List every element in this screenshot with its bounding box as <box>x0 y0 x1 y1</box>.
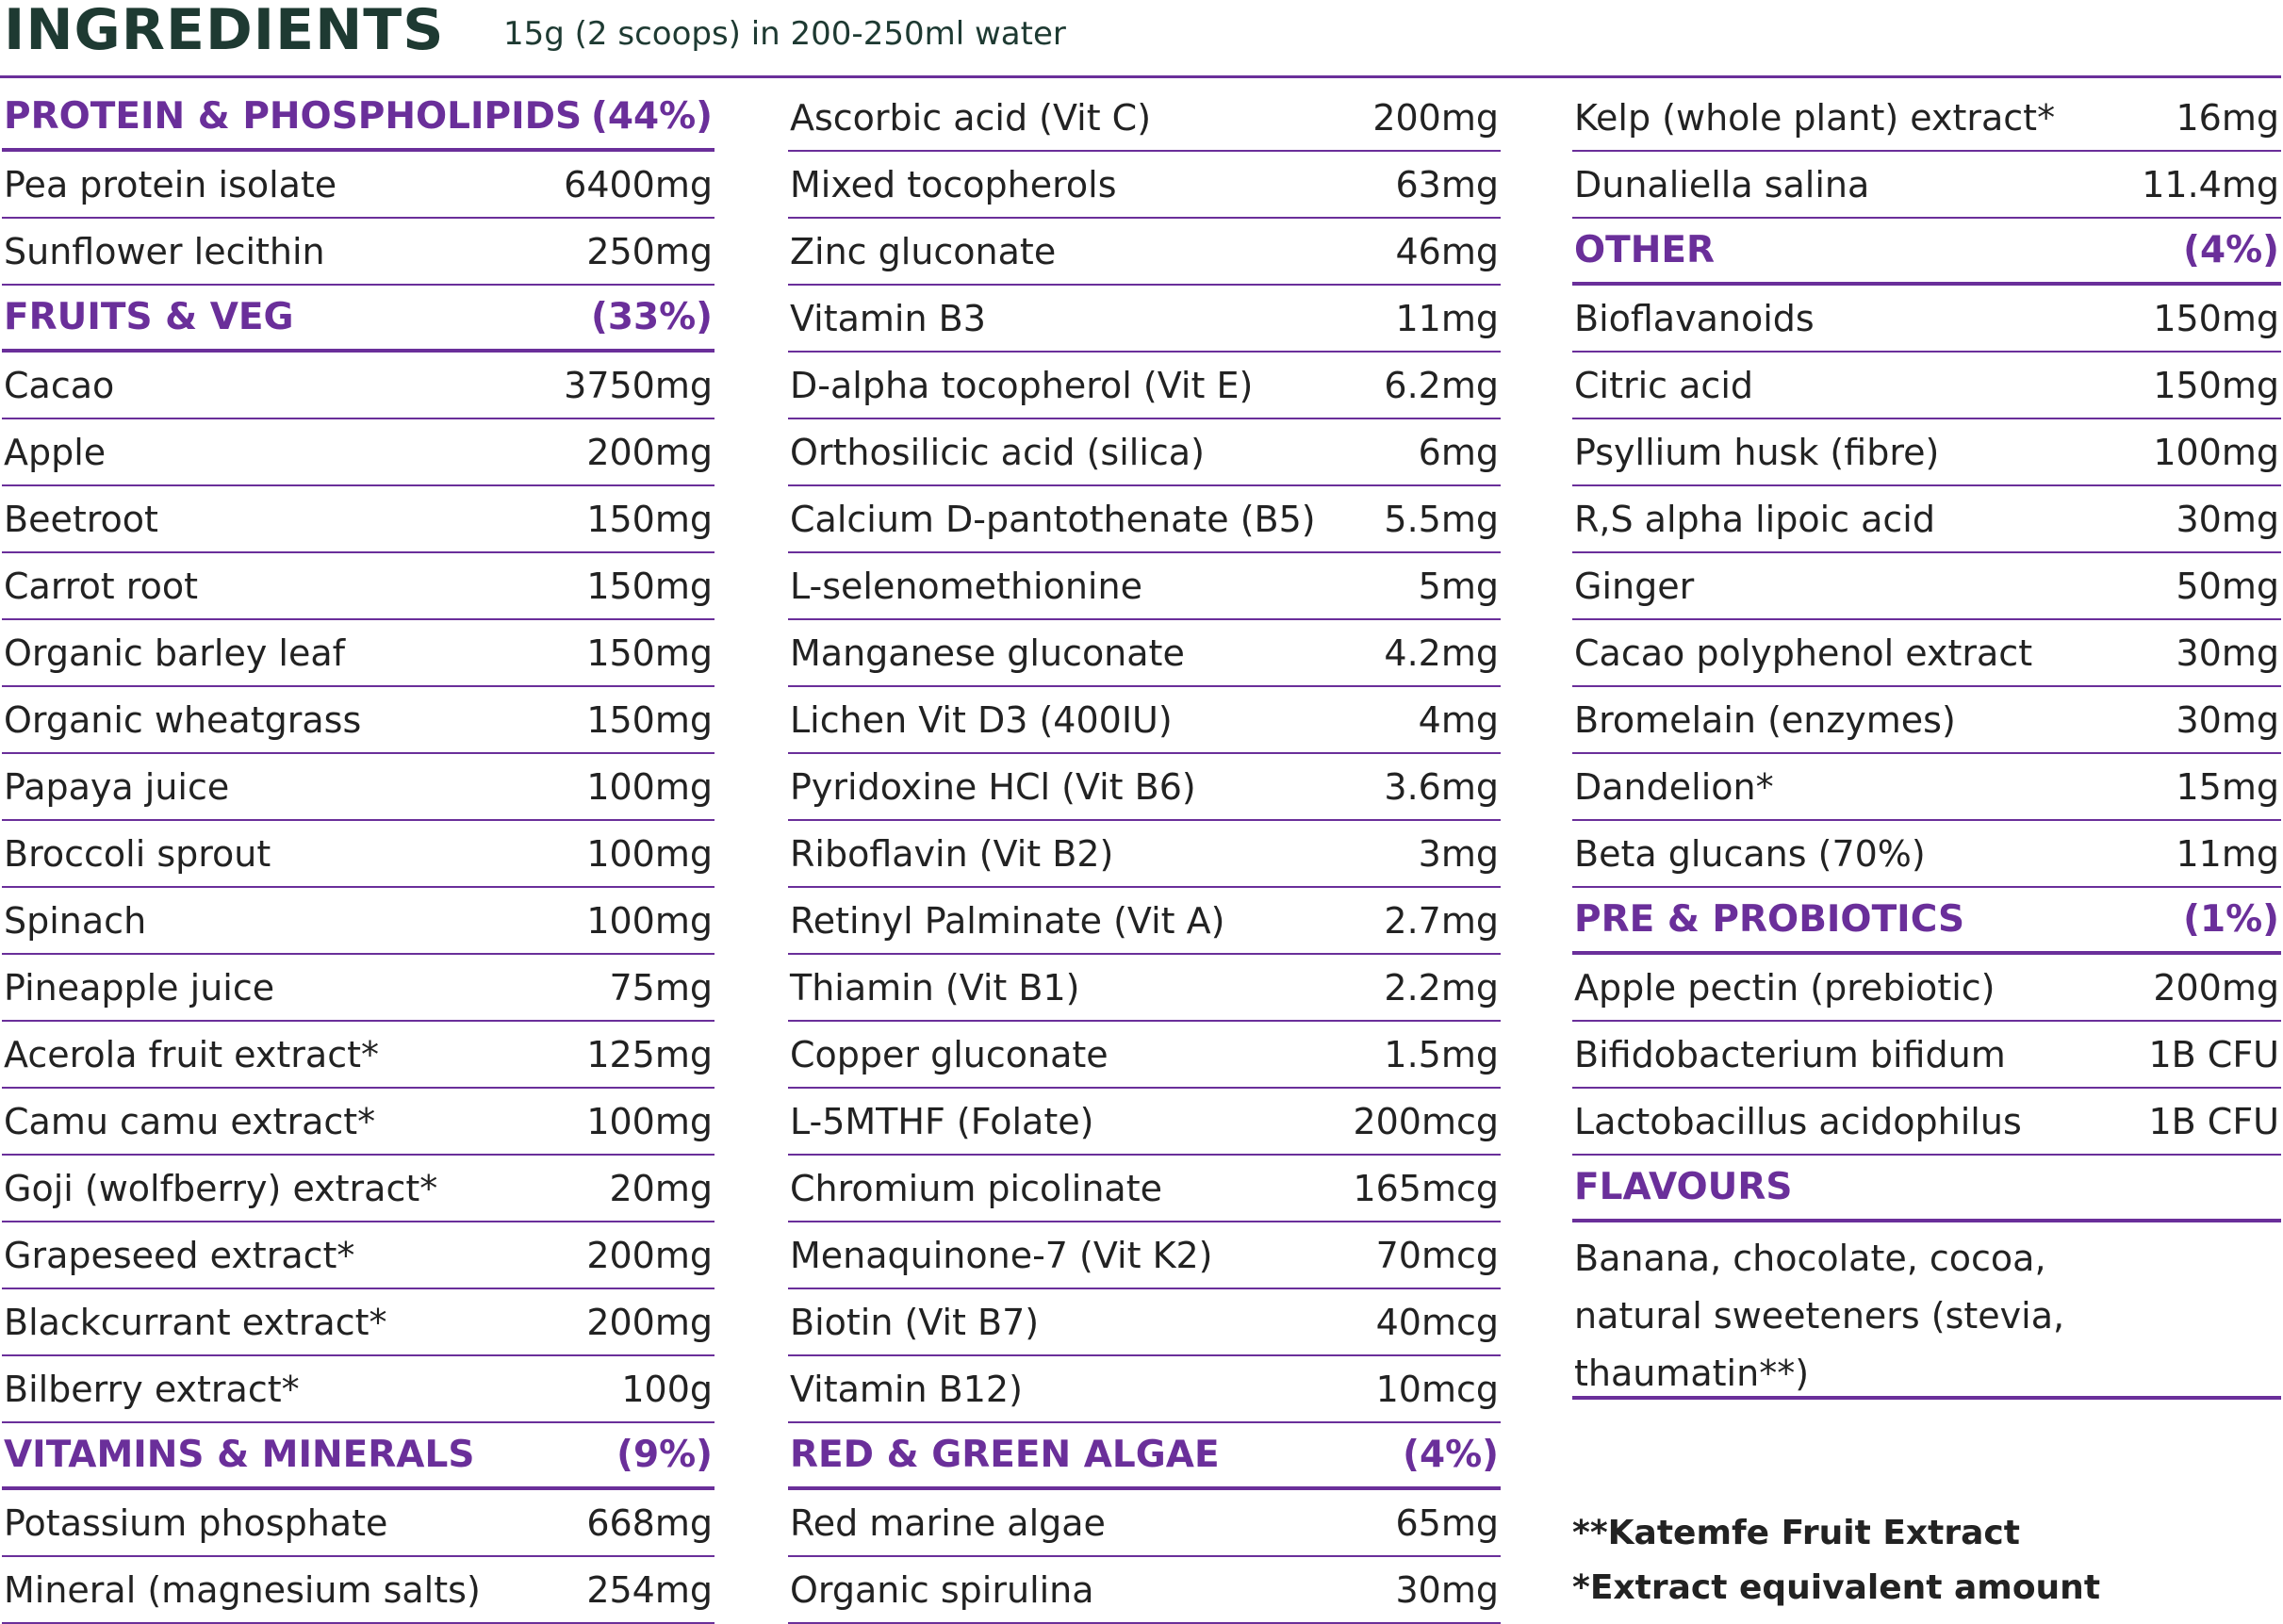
section-percentage: (4%) <box>1403 1434 1499 1476</box>
ingredient-amount: 1.5mg <box>1384 1033 1499 1075</box>
ingredient-amount: 4mg <box>1418 698 1499 741</box>
ingredient-amount: 63mg <box>1395 163 1499 205</box>
section-header <box>2 286 714 353</box>
ingredient-row <box>2 419 714 486</box>
ingredient-name: Bromelain (enzymes) <box>1574 698 1956 741</box>
ingredient-amount: 100g <box>621 1368 713 1410</box>
ingredient-row <box>2 888 714 955</box>
ingredient-name: Potassium phosphate <box>4 1501 388 1544</box>
ingredient-amount: 150mg <box>586 632 713 674</box>
ingredient-row <box>788 219 1501 286</box>
ingredient-name: Camu camu extract* <box>4 1100 376 1142</box>
ingredients-column-1 <box>2 85 714 1624</box>
ingredient-name: Apple <box>4 431 107 473</box>
ingredient-name: Manganese gluconate <box>790 632 1185 674</box>
ingredient-row <box>788 419 1501 486</box>
ingredient-amount: 150mg <box>2153 297 2279 339</box>
page-title: INGREDIENTS <box>4 0 445 63</box>
ingredient-name: Zinc gluconate <box>790 230 1057 272</box>
ingredient-amount: 3750mg <box>564 364 713 406</box>
ingredient-amount: 100mg <box>586 765 713 808</box>
section-percentage: (33%) <box>591 296 713 338</box>
ingredient-row <box>2 1022 714 1089</box>
section-title: PROTEIN & PHOSPHOLIPIDS <box>4 95 583 138</box>
ingredient-row <box>2 1356 714 1423</box>
ingredient-row <box>2 687 714 754</box>
ingredient-amount: 65mg <box>1395 1501 1499 1544</box>
ingredient-row <box>1572 486 2281 553</box>
ingredient-name: Kelp (whole plant) extract* <box>1574 96 2056 139</box>
ingredient-name: Biotin (Vit B7) <box>790 1301 1040 1343</box>
ingredient-row <box>2 821 714 888</box>
ingredient-row <box>1572 1089 2281 1156</box>
ingredient-name: Broccoli sprout <box>4 832 271 875</box>
ingredient-amount: 5.5mg <box>1384 498 1499 540</box>
ingredient-amount: 75mg <box>609 966 713 1009</box>
ingredient-amount: 100mg <box>586 832 713 875</box>
ingredient-row <box>2 152 714 219</box>
ingredient-amount: 40mcg <box>1375 1301 1499 1343</box>
ingredient-name: Lichen Vit D3 (400IU) <box>790 698 1173 741</box>
ingredient-amount: 200mcg <box>1353 1100 1499 1142</box>
ingredient-amount: 11mg <box>1395 297 1499 339</box>
ingredient-name: Orthosilicic acid (silica) <box>790 431 1205 473</box>
ingredient-amount: 50mg <box>2176 565 2279 607</box>
section-title: RED & GREEN ALGAE <box>790 1434 1220 1476</box>
ingredient-amount: 70mcg <box>1375 1234 1499 1276</box>
ingredient-row <box>1572 955 2281 1022</box>
ingredient-amount: 250mg <box>586 230 713 272</box>
header <box>2 0 2281 77</box>
ingredient-amount: 10mcg <box>1375 1368 1499 1410</box>
ingredient-name: Spinach <box>4 899 147 942</box>
ingredient-amount: 150mg <box>2153 364 2279 406</box>
ingredient-row <box>2 1089 714 1156</box>
ingredient-name: Cacao polyphenol extract <box>1574 632 2033 674</box>
ingredient-name: Pyridoxine HCl (Vit B6) <box>790 765 1196 808</box>
ingredient-row <box>2 1289 714 1356</box>
section-percentage: (1%) <box>2183 898 2279 941</box>
ingredient-name: Beta glucans (70%) <box>1574 832 1926 875</box>
ingredient-amount: 1B CFU <box>2148 1100 2279 1142</box>
ingredient-row <box>2 219 714 286</box>
ingredient-name: Lactobacillus acidophilus <box>1574 1100 2022 1142</box>
ingredient-name: Mixed tocopherols <box>790 163 1117 205</box>
ingredient-amount: 6mg <box>1418 431 1499 473</box>
ingredient-name: Copper gluconate <box>790 1033 1109 1075</box>
ingredient-name: Vitamin B12) <box>790 1368 1023 1410</box>
ingredient-amount: 100mg <box>586 1100 713 1142</box>
ingredient-row <box>788 1557 1501 1624</box>
ingredient-amount: 16mg <box>2176 96 2279 139</box>
ingredient-amount: 668mg <box>586 1501 713 1544</box>
ingredient-name: Bioflavanoids <box>1574 297 1815 339</box>
flavours-line: thaumatin**) <box>1574 1353 1810 1394</box>
ingredient-name: Organic wheatgrass <box>4 698 362 741</box>
ingredient-row <box>788 353 1501 419</box>
ingredient-name: Ascorbic acid (Vit C) <box>790 96 1152 139</box>
ingredient-row <box>2 1490 714 1557</box>
ingredient-row <box>2 553 714 620</box>
ingredient-name: Bifidobacterium bifidum <box>1574 1033 2006 1075</box>
ingredient-row <box>788 821 1501 888</box>
ingredient-amount: 200mg <box>1372 96 1499 139</box>
ingredient-name: Ginger <box>1574 565 1695 607</box>
ingredient-row <box>1572 687 2281 754</box>
ingredient-name: Apple pectin (prebiotic) <box>1574 966 1996 1009</box>
ingredient-amount: 46mg <box>1395 230 1499 272</box>
ingredient-name: Thiamin (Vit B1) <box>790 966 1080 1009</box>
ingredient-amount: 165mcg <box>1353 1167 1499 1209</box>
ingredient-row <box>788 1156 1501 1222</box>
ingredient-name: Acerola fruit extract* <box>4 1033 379 1075</box>
ingredient-row <box>788 888 1501 955</box>
ingredient-name: Calcium D-pantothenate (B5) <box>790 498 1316 540</box>
ingredient-amount: 4.2mg <box>1384 632 1499 674</box>
footnote-extract-equivalent: *Extract equivalent amount <box>1572 1568 2101 1607</box>
ingredient-name: Bilberry extract* <box>4 1368 300 1410</box>
ingredient-row <box>2 1222 714 1289</box>
ingredient-name: Goji (wolfberry) extract* <box>4 1167 438 1209</box>
ingredients-column-2 <box>788 85 1501 1624</box>
ingredient-amount: 2.7mg <box>1384 899 1499 942</box>
section-header <box>1572 888 2281 955</box>
ingredient-name: Dunaliella salina <box>1574 163 1870 205</box>
ingredient-row <box>788 754 1501 821</box>
ingredient-row <box>2 486 714 553</box>
ingredient-name: R,S alpha lipoic acid <box>1574 498 1935 540</box>
ingredient-amount: 1B CFU <box>2148 1033 2279 1075</box>
ingredient-name: Menaquinone-7 (Vit K2) <box>790 1234 1213 1276</box>
ingredient-amount: 150mg <box>586 565 713 607</box>
ingredient-row <box>1572 85 2281 152</box>
ingredient-row <box>1572 286 2281 353</box>
section-title: PRE & PROBIOTICS <box>1574 898 1965 941</box>
ingredient-name: Retinyl Palminate (Vit A) <box>790 899 1225 942</box>
ingredient-row <box>788 687 1501 754</box>
ingredient-name: Carrot root <box>4 565 198 607</box>
ingredient-name: Psyllium husk (fibre) <box>1574 431 1940 473</box>
ingredient-row <box>788 85 1501 152</box>
section-header <box>2 85 714 152</box>
ingredient-amount: 30mg <box>2176 498 2279 540</box>
ingredient-row <box>788 955 1501 1022</box>
ingredient-row <box>1572 553 2281 620</box>
ingredient-amount: 100mg <box>2153 431 2279 473</box>
ingredient-name: Mineral (magnesium salts) <box>4 1568 481 1611</box>
ingredient-amount: 200mg <box>586 431 713 473</box>
section-title: FLAVOURS <box>1574 1166 1793 1208</box>
ingredient-name: Riboflavin (Vit B2) <box>790 832 1114 875</box>
ingredient-amount: 254mg <box>586 1568 713 1611</box>
flavours-description <box>1572 1222 2281 1400</box>
ingredient-row <box>788 1022 1501 1089</box>
ingredient-amount: 200mg <box>586 1234 713 1276</box>
ingredient-amount: 3.6mg <box>1384 765 1499 808</box>
ingredient-amount: 2.2mg <box>1384 966 1499 1009</box>
ingredient-amount: 6400mg <box>564 163 713 205</box>
ingredient-row <box>2 1557 714 1624</box>
ingredient-row <box>1572 152 2281 219</box>
ingredient-name: Organic barley leaf <box>4 632 346 674</box>
section-percentage: (4%) <box>2183 229 2279 271</box>
ingredient-amount: 100mg <box>586 899 713 942</box>
header-divider <box>0 75 2281 78</box>
ingredients-column-3 <box>1572 85 2281 1400</box>
ingredient-name: Grapeseed extract* <box>4 1234 355 1276</box>
ingredient-amount: 30mg <box>2176 698 2279 741</box>
ingredient-row <box>2 1156 714 1222</box>
ingredient-row <box>1572 620 2281 687</box>
serving-instructions: 15g (2 scoops) in 200-250ml water <box>503 15 1066 53</box>
ingredient-name: D-alpha tocopherol (Vit E) <box>790 364 1254 406</box>
ingredient-name: Sunflower lecithin <box>4 230 325 272</box>
ingredient-row <box>788 1289 1501 1356</box>
ingredient-amount: 20mg <box>609 1167 713 1209</box>
ingredient-amount: 200mg <box>586 1301 713 1343</box>
ingredient-amount: 125mg <box>586 1033 713 1075</box>
ingredient-amount: 11.4mg <box>2142 163 2279 205</box>
ingredient-name: Organic spirulina <box>790 1568 1094 1611</box>
ingredient-amount: 150mg <box>586 498 713 540</box>
section-percentage: (44%) <box>591 95 713 138</box>
flavours-line: Banana, chocolate, cocoa, <box>1574 1238 2046 1279</box>
ingredient-amount: 200mg <box>2153 966 2279 1009</box>
ingredient-name: Cacao <box>4 364 115 406</box>
ingredient-row <box>1572 821 2281 888</box>
ingredient-amount: 30mg <box>1395 1568 1499 1611</box>
ingredient-name: Papaya juice <box>4 765 230 808</box>
footnote-katemfe: **Katemfe Fruit Extract <box>1572 1514 2020 1552</box>
ingredient-row <box>788 620 1501 687</box>
ingredient-amount: 5mg <box>1418 565 1499 607</box>
ingredient-row <box>1572 754 2281 821</box>
ingredient-row <box>2 620 714 687</box>
ingredient-row <box>788 1356 1501 1423</box>
section-title: OTHER <box>1574 229 1716 271</box>
section-header <box>1572 1156 2281 1222</box>
ingredient-row <box>2 353 714 419</box>
ingredient-row <box>2 955 714 1022</box>
ingredient-amount: 15mg <box>2176 765 2279 808</box>
ingredient-row <box>1572 353 2281 419</box>
section-header <box>1572 219 2281 286</box>
ingredient-name: Pineapple juice <box>4 966 275 1009</box>
ingredient-amount: 11mg <box>2176 832 2279 875</box>
ingredient-row <box>1572 419 2281 486</box>
ingredient-name: Pea protein isolate <box>4 163 337 205</box>
ingredient-name: Blackcurrant extract* <box>4 1301 387 1343</box>
ingredient-row <box>788 486 1501 553</box>
flavours-line: natural sweeteners (stevia, <box>1574 1295 2065 1337</box>
ingredient-name: Vitamin B3 <box>790 297 986 339</box>
section-title: VITAMINS & MINERALS <box>4 1434 475 1476</box>
ingredient-row <box>788 1089 1501 1156</box>
ingredient-name: Citric acid <box>1574 364 1753 406</box>
ingredient-name: L-5MTHF (Folate) <box>790 1100 1094 1142</box>
section-title: FRUITS & VEG <box>4 296 294 338</box>
ingredient-amount: 30mg <box>2176 632 2279 674</box>
ingredient-name: Chromium picolinate <box>790 1167 1162 1209</box>
ingredient-name: Red marine algae <box>790 1501 1106 1544</box>
ingredient-name: L-selenomethionine <box>790 565 1142 607</box>
ingredient-amount: 150mg <box>586 698 713 741</box>
ingredient-row <box>1572 1022 2281 1089</box>
section-header <box>788 1423 1501 1490</box>
footnotes <box>1572 1506 2281 1616</box>
ingredient-name: Beetroot <box>4 498 158 540</box>
ingredient-row <box>788 1490 1501 1557</box>
section-percentage: (9%) <box>616 1434 713 1476</box>
ingredient-row <box>788 152 1501 219</box>
ingredient-row <box>2 754 714 821</box>
ingredient-row <box>788 286 1501 353</box>
section-header <box>2 1423 714 1490</box>
ingredient-row <box>788 553 1501 620</box>
ingredient-row <box>788 1222 1501 1289</box>
ingredient-amount: 3mg <box>1418 832 1499 875</box>
ingredient-name: Dandelion* <box>1574 765 1774 808</box>
ingredient-amount: 6.2mg <box>1384 364 1499 406</box>
